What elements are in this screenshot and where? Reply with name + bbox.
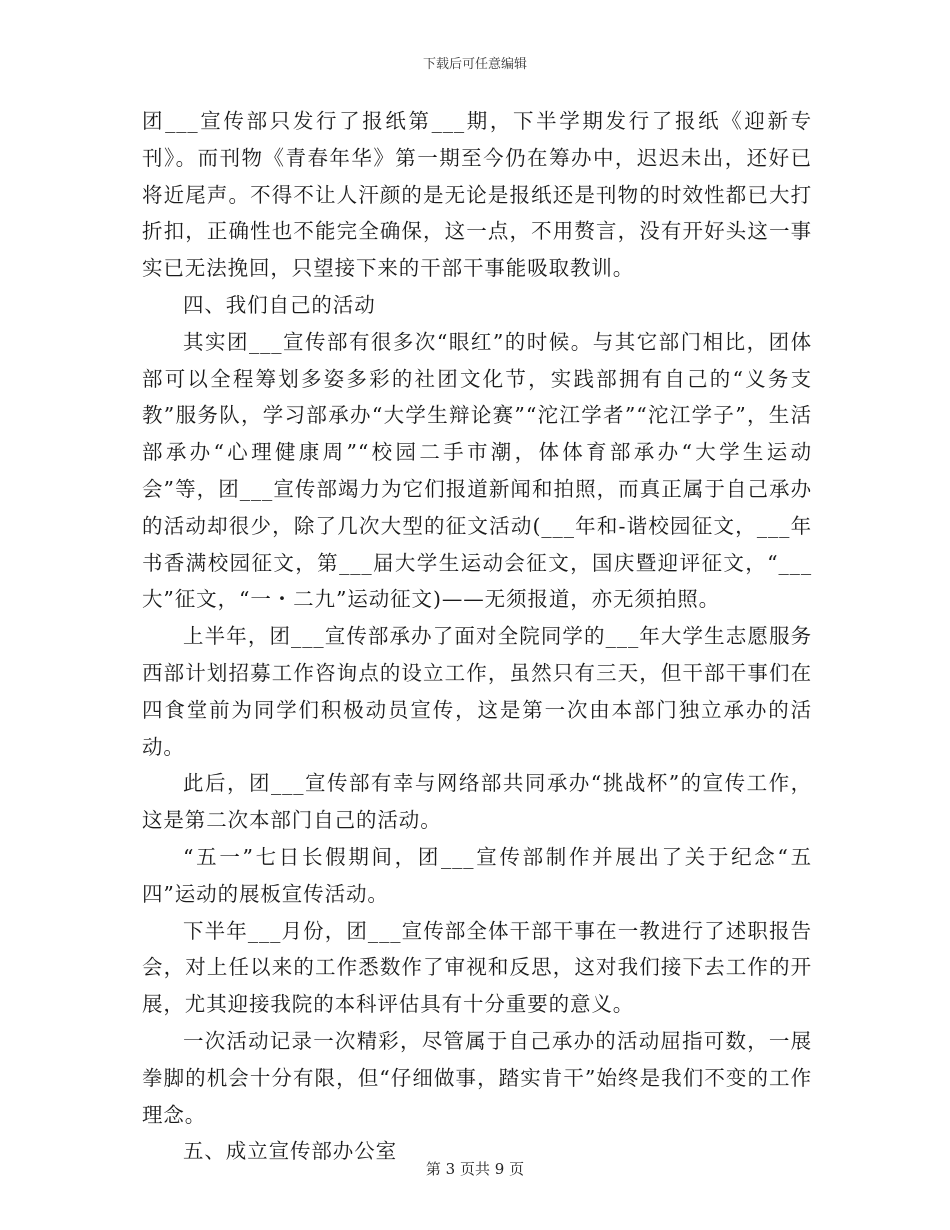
page-header: 下载后可任意编辑 <box>422 57 527 72</box>
paragraph-second-half-year: 下半年___月份，团___宣传部全体干部干事在一教进行了述职报告会，对上任以来的工作悉数作了审视和反思，这对我们接下去工作的开展，尤其迎接我院的本科评估具有十分重要的意义。 <box>142 918 812 1017</box>
section-heading-office: 五、成立宣传部办公室 <box>183 1139 397 1164</box>
page-footer: 第 3 页共 9 页 <box>425 1160 525 1178</box>
section-heading-own-activities: 四、我们自己的活动 <box>183 292 376 317</box>
paragraph-newspaper-summary: 团___宣传部只发行了报纸第___期，下半学期发行了报纸《迎新专刊》。而刊物《青春年华》第一期至今仍在筹办中，迟迟未出，还好已将近尾声。不得不让人汗颜的是无论是报纸还是刊物的时效性都已大打折扣，正确性也不能完全确保，这一点，不用赘言，没有开好头这一事实已无法挽回，只望接下来的干部干事能吸取教训。 <box>142 109 812 281</box>
paragraph-other-departments: 其实团___宣传部有很多次“眼红”的时候。与其它部门相比，团体部可以全程筹划多姿多彩的社团文化节，实践部拥有自己的“义务支教”服务队，学习部承办“大学生辩论赛”“沱江学者”“沱江学子”，生活部承办“心理健康周”“校园二手市潮，体体育部承办“大学生运动会”等，团___宣传部竭力为它们报道新闻和拍照，而真正属于自己承办的活动却很少，除了几次大型的征文活动(___年和-谐校园征文，___年书香满校园征文，第___届大学生运动会征文，国庆暨迎评征文，“___大”征文，“一・二九”运动征文)——无须报道，亦无须拍照。 <box>142 329 812 612</box>
paragraph-first-half-year: 上半年，团___宣传部承办了面对全院同学的___年大学生志愿服务西部计划招募工作咨询点的设立工作，虽然只有三天，但干部干事们在四食堂前为同学们积极动员宣传，这是第一次由本部门独立承办的活动。 <box>142 624 812 759</box>
document-body <box>142 103 812 1170</box>
paragraph-may-day: “五一”七日长假期间，团___宣传部制作并展出了关于纪念“五四”运动的展板宣传活动。 <box>142 844 812 906</box>
paragraph-work-philosophy: 一次活动记录一次精彩，尽管属于自己承办的活动屈指可数，一展拳脚的机会十分有限，但“仔细做事，踏实肯干”始终是我们不变的工作理念。 <box>142 1028 812 1127</box>
paragraph-challenge-cup: 此后，团___宣传部有幸与网络部共同承办“挑战杯”的宣传工作，这是第二次本部门自己的活动。 <box>142 771 812 833</box>
